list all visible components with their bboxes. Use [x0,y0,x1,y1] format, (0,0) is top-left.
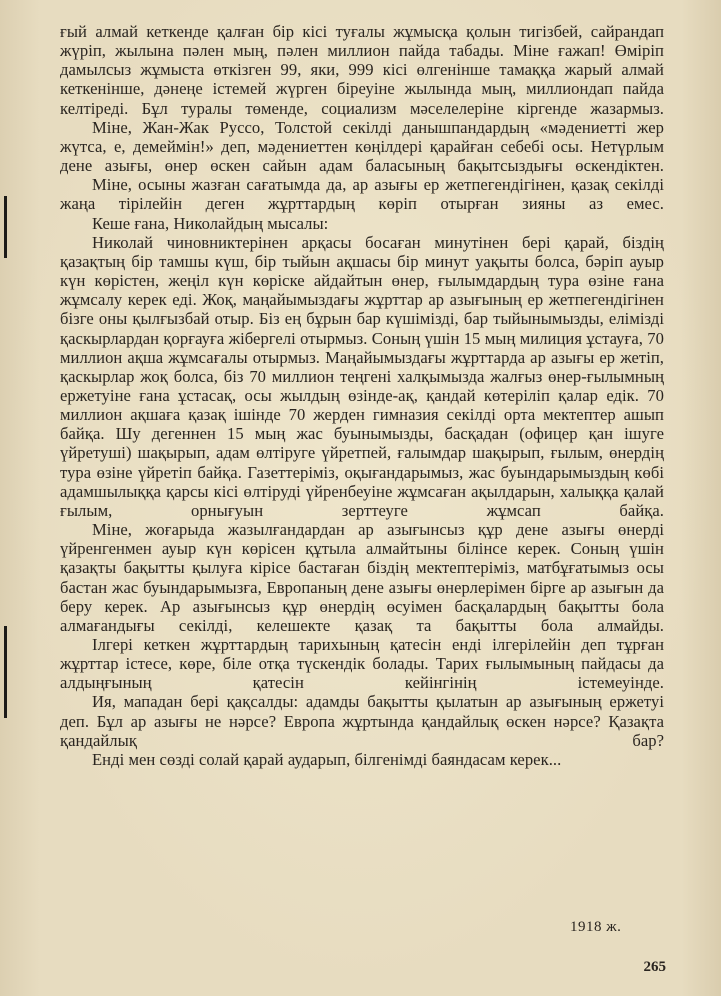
margin-ink-mark [4,196,7,258]
paragraph-kazakh-harm: Міне, осыны жазған сағатымда да, ар азығы ер жетпегендігінен, қазақ секілді жаңа тірілейін деген жұрттардың көріп отырған зияны аз емес. [60,175,664,214]
paragraph-nikolai-example-intro: Кеше ғана, Николайдың мысалы: [92,213,329,233]
paragraph-question: Ия, мападан бері қақсалды: адамды бақытты қылатын ар азығының ержетуі деп. Бұл ар азығы не нәрсе? Европа жұртында қандайлық өскен нәрсе? Қазақта қандайлық бар? [60,692,664,750]
page-number: 265 [643,959,666,975]
body-text [60,22,664,769]
margin-ink-mark [4,626,7,718]
date-line: 1918 ж. [570,919,622,935]
paragraph-conclusion-education: Міне, жоғарыда жазылғандардан ар азығынсыз құр дене азығы өнерді үйренгенмен ауыр күн көрісен құтыла алмайтыны білінсе керек. Соның үшін қазақты бақытты қылуға кірісе бастаған біздің мектептеріміз, матбұғатымыз осы бастан жас буындарымызға, Европаның дене азығы өнерлерімен бірге ар азығын да беру керек. Ар азығынсыз құр өнердің өсуімен басқалардың бақытты бола алмағандығы секілді, келешекте қазақ та бақытты бола алмайды. [60,520,664,635]
paragraph-nikolai-officials: Николай чиновниктерінен арқасы босаған минутінен бері қарай, біздің қазақтың бір тамшы күш, бір тыйын ақшасы бір минут уақыты болса, бәріп ауыр күн көрістен, жеңіл күн көріске айдайтын өнер, ғылымдардың тура өзіне ғана жұмсалу керек еді. Жоқ, маңайымыздағы жұрттар ар азығының ер жетпегендігінен бізге оны қылғызбай отыр. Біз ең бұрын бар күшімізді, бар тыйынымызды, елімізді қаскырлардан қорғауға жібергелі отырмыз. Соның үшін 15 мың милиция ұстауға, 70 миллион ақша жұмсағалы отырмыз. Маңайымыздағы жұрттарда ар азығы ер жетіп, қаскырлар жоқ болса, біз 70 миллион теңгені халқымызда жалғыз өнер-ғылымның ержетуіне ғана ұстасақ, осы жылдың өзінде-ақ, қандай көтеріліп қалар едік. 70 миллион ақшаға қазақ ішінде 70 жерден гимназия секілді орта мектептер ашып байқа. Шу дегеннен 15 мың жас буынымызды, басқадан (офицер қан ішуге үйретуші) шақырып, адам өлтіруге үйретпей, ғалымдар шақырып, ғылым, өнердің тура өзіне үйретіп байқа. Газеттеріміз, оқығандарымыз, жас буындарымыздың көбі адамшылыққа қарсы кісі өлтіруді үйренбеуіне жұмсаған ақылдарын, халыққа қалай ғылым, орнығуын зерттеуге жұмсап байқа. [60,232,664,520]
paragraph-continued: ғый алмай кеткенде қалған бір кісі туғалы жұмысқа қолын тигізбей, сайрандап жүріп, жылына пәлен мың, пәлен миллион пайда табады. Міне ғажап! Өміріп дамылсыз жұмыста өткізген 99, яки, 999 кісі өлгенінше тамаққа жарый алмай кеткенінше, дәнеңе істемей жүрген біреуіне жылында мың, миллиондап пайда келтіреді. Бұл туралы төменде, социализм мәселелеріне кіргенде жазармыз. [60,22,664,118]
paragraph-history-lesson: Ілгері кеткен жұрттардың тарихының қатесін енді ілгерілейін деп тұрған жұрттар істесе, көре, біле отқа түскендік болады. Тарих ғылымының пайдасы да алдыңғының қатесін кейінгінің істемеуінде. [60,635,664,693]
paragraph-rousseau-tolstoy: Міне, Жан-Жак Руссо, Толстой секілді данышпандардың «мәдениетті жер жүтса, е, демеймін!» деп, мәдениеттен көңілдері қарайған себебі осы. Нетүрлым дене азығы, өнер өскен сайын адам баласының бақытсыздығы өскендіктен. [60,117,664,176]
paragraph-closing: Енді мен сөзді солай қарай аударып, білгенімді баяндасам керек... [92,749,562,769]
